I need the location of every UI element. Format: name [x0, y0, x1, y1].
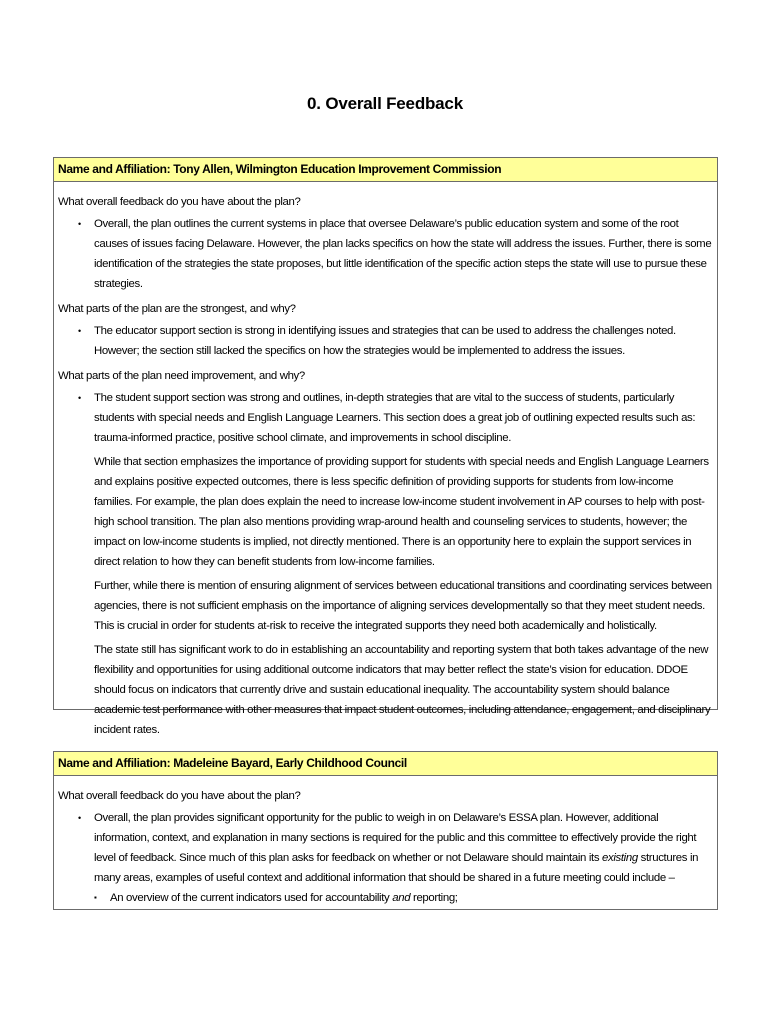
bullet-list — [58, 388, 713, 448]
card-header: Name and Affiliation: Madeleine Bayard, Early Childhood Council — [54, 752, 717, 776]
bullet-icon: • — [78, 393, 81, 403]
feedback-card-madeleine-bayard — [53, 751, 718, 910]
square-bullet-icon: ▪ — [94, 893, 97, 902]
bullet-text: Overall, the plan outlines the current systems in place that oversee Delaware’s public education system and some of the root causes of issues facing Delaware. However, the plan lacks specifics on how the state will address the issues. Further, there is some identification of the strategies the state proposes, but little identification of the specific action steps the state will use to pursue these strategies. — [94, 218, 712, 290]
feedback-card-tony-allen — [53, 157, 718, 736]
bullet-icon: • — [78, 219, 81, 229]
bullet-text: The student support section was strong and outlines, in-depth strategies that are vital to the success of students, particularly students with special needs and English Language Learners. This section does a great job of outlining expected results such as: trauma-informed practice, positive school climate, and improvements in school discipline. — [94, 392, 696, 444]
emphasis-text: and — [392, 892, 411, 904]
bullet-text-part: Overall, the plan provides significant opportunity for the public to weigh in on Delaware’s ESSA plan. However, additional information, context, and explanation in many sections is required for the public and this committee to effectively provide the right level of feedback. Since much of this plan asks for feedback on whether or not Delaware should maintain its — [94, 812, 697, 864]
emphasis-text: existing — [601, 852, 638, 864]
list-item — [58, 214, 713, 294]
question-strongest-parts: What parts of the plan are the strongest, and why? — [58, 303, 296, 315]
bullet-icon: • — [78, 813, 81, 823]
list-item — [58, 321, 713, 361]
bullet-list — [58, 321, 713, 361]
page-title: 0. Overall Feedback — [307, 94, 463, 113]
card-header: Name and Affiliation: Tony Allen, Wilmington Education Improvement Commission — [54, 158, 717, 182]
bullet-list — [58, 808, 713, 888]
list-item — [58, 388, 713, 448]
sub-bullet-text-part: reporting; — [410, 892, 458, 904]
question-needs-improvement: What parts of the plan need improvement, and why? — [58, 370, 305, 382]
card-body — [54, 182, 717, 740]
paragraph: While that section emphasizes the importance of providing support for students with special needs and English Language Learners and explains positive expected outcomes, there is less specific definition of providing supports for students from low-income families. For example, the plan does explain the need to increase low-income student involvement in AP courses to help with post-high school transition. The plan also mentions providing wrap-around health and counseling services to students, however; the impact on low-income students is implied, not directly mentioned. There is an opportunity here to explain the support services in direct relation to how they can benefit students from low-income families. — [94, 456, 709, 568]
bullet-text-part: structures in many areas, examples of useful context and additional information that should be shared in a future meeting could include – — [94, 852, 699, 884]
list-item — [58, 808, 713, 888]
question-overall-feedback: What overall feedback do you have about the plan? — [58, 196, 301, 208]
sub-bullet-text-part: An overview of the current indicators used for accountability — [110, 892, 393, 904]
bullet-icon: • — [78, 326, 81, 336]
question-overall-feedback: What overall feedback do you have about the plan? — [58, 790, 301, 802]
bullet-text: The educator support section is strong in identifying issues and strategies that can be used to address the challenges noted. However; the section still lacked the specifics on how the strategies would be implemented to address the issues. — [94, 325, 676, 357]
bullet-list — [58, 214, 713, 294]
sub-list-item — [58, 888, 713, 908]
paragraph: The state still has significant work to do in establishing an accountability and reporting system that both takes advantage of the new flexibility and opportunities for using additional outcome indicators that may better reflect the state’s vision for education. DDOE should focus on indicators that currently drive and sustain educational inequality. The accountability system should balance academic test performance with other measures that impact student outcomes, including attendance, engagement, and disciplinary incident rates. — [94, 644, 711, 736]
card-body — [54, 776, 717, 908]
paragraph: Further, while there is mention of ensuring alignment of services between educational transitions and coordinating services between agencies, there is not sufficient emphasis on the importance of aligning services developmentally so that they meet student needs. This is crucial in order for students at-risk to receive the integrated supports they need both academically and holistically. — [94, 580, 712, 632]
